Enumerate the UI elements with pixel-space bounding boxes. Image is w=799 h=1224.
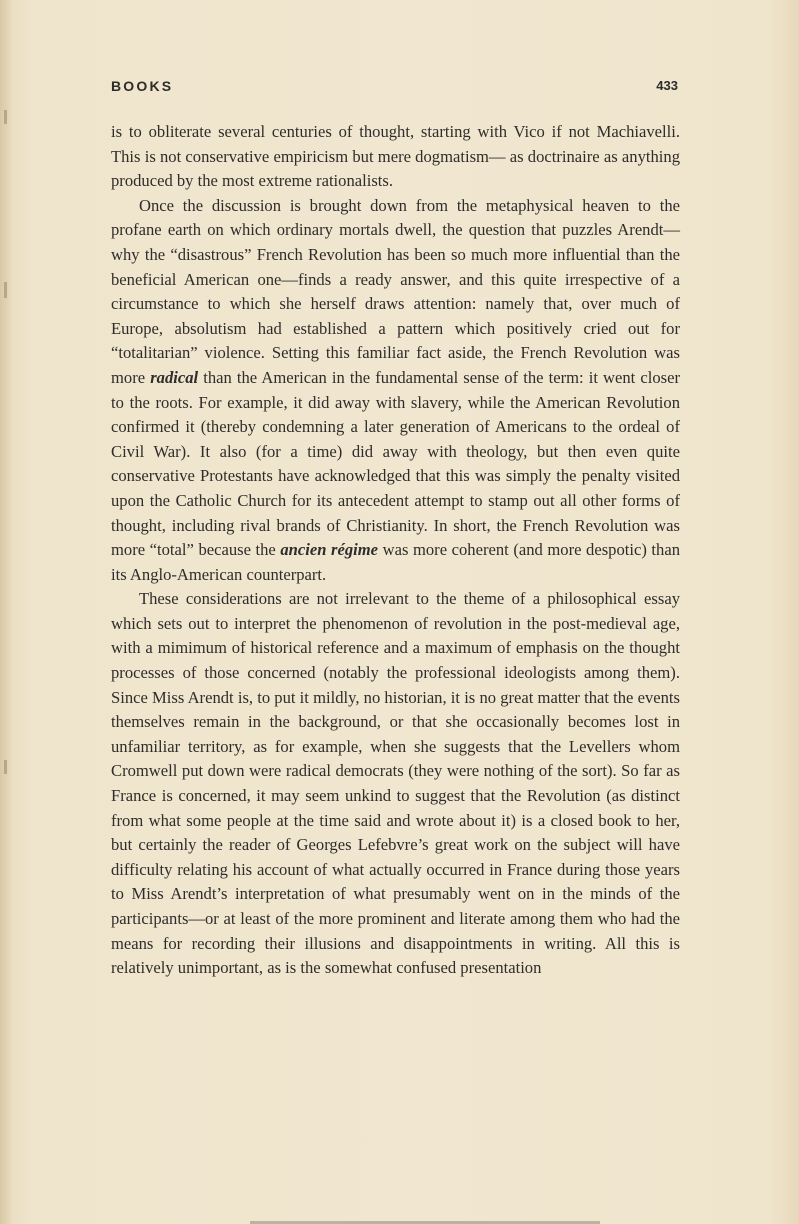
paragraph-text: These considerations are not irrelevant to the theme of a philosophical essay which sets out to interpret the phenomenon of revolution in the post-medieval age, with a mimimum of historical reference and a maximum of emphasis on the thought processes of those concerned (notably the professional ideologists among them). Since Miss Arendt is, to put it mildly, no historian, it is no great matter that the events themselves remain in the background, or that she occasionally becomes lost in unfamiliar territory, as for example, when she suggests that the Levellers whom Cromwell put down were radical democrats (they were nothing of the sort). So far as France is concerned, it may seem unkind to suggest that the Revolution (as distinct from what some people at the time said and wrote about it) is a closed book to her, but certainly the reader of Georges Lefebvre’s great work on the subject will have difficulty relating his account of what actually occurred in France during those years to Miss Arendt’s interpretation of what presumably went on in the minds of the participants—or at least of the more prominent and literate among them who had the means for recording their illusions and disappointments in writing. All this is relatively unimportant, as is the somewhat confused presentation xyxy=(111,589,680,978)
margin-mark xyxy=(4,110,7,124)
paragraph-text: is to obliterate several centuries of thought, starting with Vico if not Machiavelli. This is not conservative empiricism but mere dogmatism— as doctrinaire as anything produced by the most extreme rationalists. xyxy=(111,122,680,191)
page-header xyxy=(111,78,678,100)
paragraph-1 xyxy=(111,120,680,194)
page-number: 433 xyxy=(656,78,678,93)
paragraph-text: than the American in the fundamental sense of the term: it went closer to the roots. For example, it did away with slavery, while the American Revolution confirmed it (thereby condemning a later generation of Americans to the ordeal of Civil War). It also (for a time) did away with theology, but then even quite conservative Protestants have acknowledged that this was simply the penalty visited upon the Catholic Church for its antecedent attempt to stamp out all other forms of thought, including rival brands of Christianity. In short, the French Revolution was more “total” because the xyxy=(111,367,681,560)
italic-term: radical xyxy=(150,367,199,387)
paragraph-3 xyxy=(111,587,680,981)
running-head: BOOKS xyxy=(111,78,174,94)
paragraph-text: Once the discussion is brought down from the metaphysical heaven to the profane earth on which ordinary mortals dwell, the question that puzzles Arendt—why the “disastrous” French Revolution has been so much more influential than the beneficial American one—finds a ready answer, and this quite irrespective of a circumstance to which she herself draws attention: namely that, over much of Europe, absolutism had established a pattern which positively cried out for “totalitarian” violence. Setting this familiar fact aside, the French Revolution was more xyxy=(111,195,680,387)
body-text xyxy=(111,120,680,981)
italic-term: ancien régime xyxy=(280,540,379,560)
paragraph-2 xyxy=(111,194,680,588)
page-gutter-shadow xyxy=(0,0,12,1224)
paragraph-text: was more coherent (and more despotic) than its Anglo-American counterpart. xyxy=(111,540,680,584)
margin-mark xyxy=(4,760,7,774)
margin-mark xyxy=(4,282,7,298)
